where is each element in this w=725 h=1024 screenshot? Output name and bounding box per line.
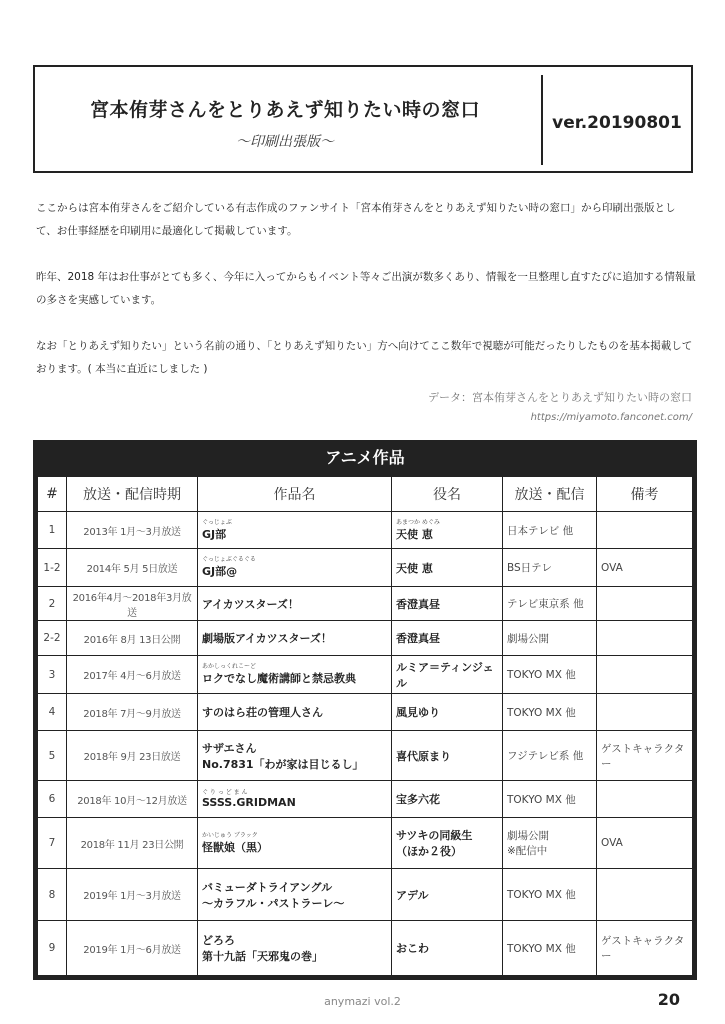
work-title-text: GJ部 <box>202 527 227 541</box>
note-text: ゲストキャラクター <box>601 742 685 770</box>
note <box>597 818 693 869</box>
role-name-text: 香澄真昼 <box>396 632 440 645</box>
table-row <box>38 731 693 781</box>
role-name-text: 喜代原まり <box>396 749 451 763</box>
role-name <box>392 549 503 587</box>
role-name <box>392 781 503 818</box>
broadcast-media <box>503 781 597 818</box>
table-header-row <box>38 477 693 512</box>
note <box>597 656 693 694</box>
broadcast-media-text: 劇場公開 ※配信中 <box>507 830 549 857</box>
broadcast-date <box>67 587 198 621</box>
work-title-text: すのはら荘の管理人さん <box>202 706 323 719</box>
table-row <box>38 818 693 869</box>
row-number-text: 2-2 <box>43 632 61 644</box>
table-row <box>38 587 693 621</box>
work-title <box>198 781 392 818</box>
broadcast-date-text: 2019年 1月～6月放送 <box>83 944 181 956</box>
work-title-text: バミューダトライアングル ～カラフル・パストラーレ～ <box>202 880 345 910</box>
broadcast-media-text: TOKYO MX 他 <box>507 793 576 806</box>
page-title: 宮本侑芽さんをとりあえず知りたい時の窓口 <box>89 99 480 121</box>
broadcast-date-text: 2018年 10月～12月放送 <box>77 795 187 807</box>
role-name-text: 香澄真昼 <box>396 597 440 611</box>
work-title <box>198 818 392 869</box>
broadcast-media-text: 日本テレビ 他 <box>507 524 574 537</box>
table-row <box>38 921 693 976</box>
row-number <box>38 549 67 587</box>
broadcast-date-text: 2016年4月～2018年3月放送 <box>72 592 192 619</box>
note <box>597 587 693 621</box>
work-title-text: サザエさん No.7831「わが家は目じるし」 <box>202 741 364 771</box>
broadcast-media <box>503 587 597 621</box>
work-title <box>198 921 392 976</box>
row-number-text: 9 <box>48 942 56 954</box>
work-title <box>198 587 392 621</box>
ruby-reading: ぐっじょぶぐるぐる <box>202 556 256 563</box>
row-number-text: 6 <box>48 793 56 805</box>
credit-url[interactable]: https://miyamoto.fanconet.com/ <box>530 412 692 423</box>
broadcast-date <box>67 818 198 869</box>
broadcast-media <box>503 818 597 869</box>
table-row <box>38 694 693 731</box>
broadcast-media <box>503 869 597 921</box>
note <box>597 731 693 781</box>
role-name <box>392 731 503 781</box>
work-title-text: SSSS.GRIDMAN <box>202 796 296 809</box>
note <box>597 549 693 587</box>
ruby-reading: ぐ り っ ど ま ん <box>202 789 248 796</box>
work-title <box>198 512 392 549</box>
role-name-text: 天使 恵 <box>396 527 433 541</box>
broadcast-date <box>67 656 198 694</box>
row-number-text: 1-2 <box>43 561 61 574</box>
note-text: OVA <box>601 837 623 849</box>
row-number <box>38 587 67 621</box>
broadcast-date <box>67 549 198 587</box>
row-number-text: 3 <box>48 668 56 681</box>
work-title-text: どろろ 第十九話「天邪鬼の巻」 <box>202 934 323 963</box>
broadcast-media <box>503 731 597 781</box>
role-name-text: おこわ <box>396 942 429 955</box>
work-title <box>198 731 392 781</box>
broadcast-media-text: TOKYO MX 他 <box>507 889 576 901</box>
table-row <box>38 621 693 656</box>
col-header-media: 放送・配信 <box>503 477 597 512</box>
role-name <box>392 621 503 656</box>
row-number-text: 1 <box>48 524 56 536</box>
note-text: OVA <box>601 561 623 574</box>
work-title-text: GJ部@ <box>202 565 238 578</box>
broadcast-media <box>503 549 597 587</box>
row-number-text: 8 <box>48 888 56 901</box>
intro-paragraph: なお「とりあえず知りたい」という名前の通り、「とりあえず知りたい」方へ向けてここ数年で視聴が可能だったりしたものを基本掲載しております。( 本当に直近にしました ) <box>36 340 693 375</box>
row-number <box>38 869 67 921</box>
table-row <box>38 549 693 587</box>
broadcast-media-text: BS日テレ <box>507 562 552 574</box>
broadcast-date-text: 2013年 1月～3月放送 <box>83 526 181 538</box>
role-name <box>392 512 503 549</box>
version-label: ver.20190801 <box>552 113 682 133</box>
row-number <box>38 512 67 549</box>
broadcast-media <box>503 621 597 656</box>
note <box>597 869 693 921</box>
note <box>597 512 693 549</box>
broadcast-media <box>503 656 597 694</box>
table-row <box>38 781 693 818</box>
work-title <box>198 656 392 694</box>
role-name <box>392 694 503 731</box>
intro-text <box>36 197 696 404</box>
broadcast-media-text: フジテレビ系 他 <box>507 750 584 762</box>
col-header-date: 放送・配信時期 <box>67 477 198 512</box>
row-number <box>38 694 67 731</box>
broadcast-date <box>67 694 198 731</box>
broadcast-date-text: 2014年 5月 5日放送 <box>86 564 178 575</box>
work-title <box>198 621 392 656</box>
broadcast-date <box>67 621 198 656</box>
note <box>597 921 693 976</box>
role-name-text: 宝多六花 <box>396 793 440 806</box>
broadcast-media-text: 劇場公開 <box>507 632 549 645</box>
note <box>597 621 693 656</box>
row-number-text: 7 <box>48 837 56 849</box>
row-number-text: 5 <box>48 749 56 762</box>
broadcast-media-text: TOKYO MX 他 <box>507 942 576 955</box>
col-header-role: 役名 <box>392 477 503 512</box>
role-name <box>392 921 503 976</box>
broadcast-media <box>503 512 597 549</box>
role-name-text: サツキの同級生 （ほか２役） <box>396 829 473 858</box>
broadcast-date <box>67 869 198 921</box>
broadcast-date <box>67 512 198 549</box>
role-name-text: ルミア＝ティンジェル <box>396 660 494 690</box>
note-text: ゲストキャラクター <box>601 935 685 962</box>
anime-works-table <box>33 440 697 980</box>
credit-label: データ：宮本侑芽さんをとりあえず知りたい時の窓口 <box>428 391 692 404</box>
note <box>597 694 693 731</box>
work-title-text: 劇場版アイカツスターズ！ <box>202 632 332 645</box>
broadcast-date-text: 2018年 9月 23日放送 <box>83 752 181 763</box>
broadcast-media-text: テレビ東京系 他 <box>507 598 584 610</box>
note <box>597 781 693 818</box>
role-name <box>392 656 503 694</box>
broadcast-date-text: 2018年 7月～9月放送 <box>83 708 181 720</box>
broadcast-media-text: TOKYO MX 他 <box>507 669 576 681</box>
page-subtitle: 〜印刷出張版〜 <box>236 134 334 150</box>
role-name-text: アデル <box>396 888 429 902</box>
ruby-reading: あかしっくれこーど <box>202 663 257 670</box>
role-name-text: 天使 恵 <box>396 561 433 575</box>
row-number <box>38 731 67 781</box>
work-title-text: ロクでなし魔術講師と禁忌教典 <box>202 672 356 685</box>
col-header-note: 備考 <box>597 477 693 512</box>
work-title <box>198 869 392 921</box>
page-number: 20 <box>657 990 680 1009</box>
row-number-text: 4 <box>48 706 56 718</box>
magazine-name: anymazi vol.2 <box>324 995 401 1008</box>
role-name <box>392 818 503 869</box>
data-credit <box>428 388 692 428</box>
broadcast-media <box>503 694 597 731</box>
role-name-text: 風見ゆり <box>396 706 440 719</box>
col-header-title: 作品名 <box>198 477 392 512</box>
broadcast-date-text: 2018年 11月 23日公開 <box>80 839 184 851</box>
row-number <box>38 921 67 976</box>
row-number <box>38 818 67 869</box>
row-number-text: 2 <box>48 597 56 610</box>
row-number <box>38 621 67 656</box>
role-name <box>392 587 503 621</box>
broadcast-date <box>67 731 198 781</box>
broadcast-date <box>67 781 198 818</box>
col-header-number: # <box>38 477 67 512</box>
table-title: アニメ作品 <box>37 440 693 476</box>
work-title <box>198 694 392 731</box>
intro-paragraph: ここからは宮本侑芽さんをご紹介している有志作成のファンサイト「宮本侑芽さんをとりあえず知りたい時の窓口」から印刷出張版として、お仕事経歴を印刷用に最適化して掲載しています。 <box>36 202 676 237</box>
title-box <box>33 65 693 173</box>
broadcast-date-text: 2016年 8月 13日公開 <box>83 634 181 646</box>
table-row <box>38 869 693 921</box>
row-number <box>38 656 67 694</box>
ruby-reading: かいじゅう ブラック <box>202 831 258 839</box>
broadcast-date <box>67 921 198 976</box>
broadcast-date-text: 2017年 4月～6月放送 <box>83 671 181 682</box>
work-title-text: 怪獣娘（黒） <box>202 840 268 854</box>
role-name <box>392 869 503 921</box>
broadcast-media-text: TOKYO MX 他 <box>507 706 576 719</box>
table-row <box>38 656 693 694</box>
ruby-reading: あまつか めぐみ <box>396 518 440 526</box>
intro-paragraph: 昨年、2018 年はお仕事がとても多く、今年に入ってからもイベント等々ご出演が数多くあり、情報を一旦整理し直すたびに追加する情報量の多さを実感しています。 <box>36 271 696 306</box>
work-title-text: アイカツスターズ！ <box>202 597 299 611</box>
work-title <box>198 549 392 587</box>
row-number <box>38 781 67 818</box>
broadcast-media <box>503 921 597 976</box>
ruby-reading: ぐっじょぶ <box>202 518 232 526</box>
broadcast-date-text: 2019年 1月～3月放送 <box>83 891 181 902</box>
table-row <box>38 512 693 549</box>
